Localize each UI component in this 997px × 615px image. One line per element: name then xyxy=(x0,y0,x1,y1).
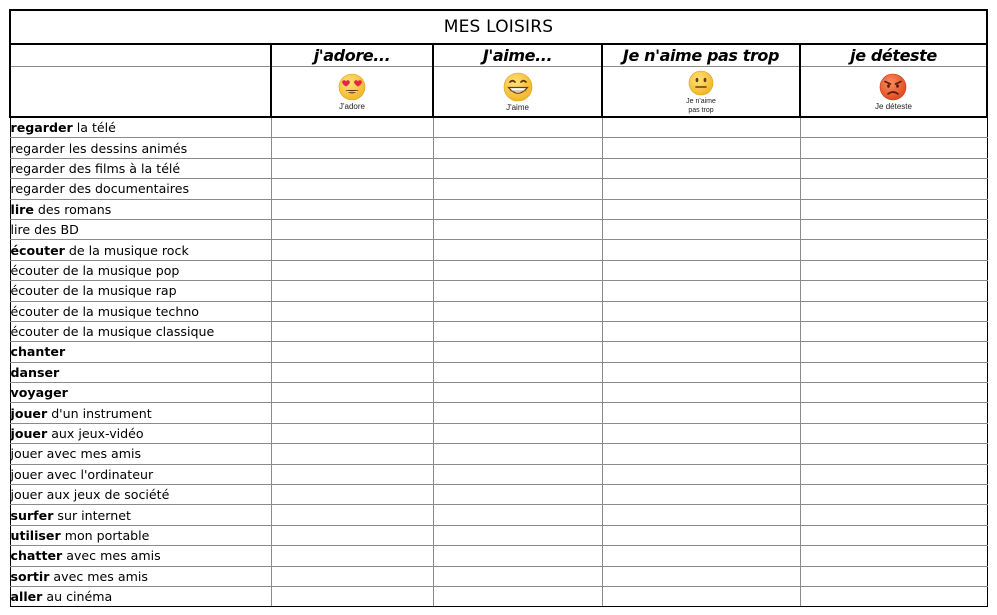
rating-cell-naime-pas-trop[interactable] xyxy=(602,485,800,505)
rating-cell-deteste[interactable] xyxy=(800,525,987,545)
rating-cell-naime-pas-trop[interactable] xyxy=(602,464,800,484)
activity-verb: aller xyxy=(10,589,43,605)
activity-text: écouter de la musique rap xyxy=(10,283,177,299)
table-row xyxy=(10,566,987,586)
rating-cell-naime-pas-trop[interactable] xyxy=(602,525,800,545)
activity-label xyxy=(10,158,271,178)
rating-cell-deteste[interactable] xyxy=(800,260,987,280)
rating-cell-aime[interactable] xyxy=(433,546,602,566)
rating-cell-naime-pas-trop[interactable] xyxy=(602,383,800,403)
emoji-cell-naime-pas-trop xyxy=(602,67,800,118)
rating-cell-naime-pas-trop[interactable] xyxy=(602,362,800,382)
emoji-cell-deteste xyxy=(800,67,987,118)
rating-cell-deteste[interactable] xyxy=(800,179,987,199)
rating-cell-adore[interactable] xyxy=(271,566,433,586)
rating-cell-adore[interactable] xyxy=(271,525,433,545)
rating-cell-adore[interactable] xyxy=(271,260,433,280)
rating-cell-deteste[interactable] xyxy=(800,158,987,178)
activity-label xyxy=(10,525,271,545)
rating-cell-aime[interactable] xyxy=(433,485,602,505)
rating-cell-deteste[interactable] xyxy=(800,281,987,301)
activity-text: sur internet xyxy=(53,507,131,523)
table-row xyxy=(10,158,987,178)
activity-label xyxy=(10,199,271,219)
rating-cell-adore[interactable] xyxy=(271,117,433,138)
rating-cell-deteste[interactable] xyxy=(800,464,987,484)
rating-cell-naime-pas-trop[interactable] xyxy=(602,281,800,301)
table-row xyxy=(10,546,987,566)
rating-cell-deteste[interactable] xyxy=(800,321,987,341)
rating-cell-naime-pas-trop[interactable] xyxy=(602,444,800,464)
rating-cell-adore[interactable] xyxy=(271,444,433,464)
activity-label xyxy=(10,117,271,138)
table-row xyxy=(10,586,987,606)
activity-label xyxy=(10,342,271,362)
activity-label xyxy=(10,566,271,586)
rating-cell-deteste[interactable] xyxy=(800,423,987,443)
column-header-deteste: je déteste xyxy=(800,44,987,67)
activity-label xyxy=(10,138,271,158)
rating-cell-aime[interactable] xyxy=(433,464,602,484)
rating-cell-naime-pas-trop[interactable] xyxy=(602,219,800,239)
activity-label xyxy=(10,546,271,566)
activity-text: mon portable xyxy=(60,528,150,543)
rating-cell-adore[interactable] xyxy=(271,138,433,158)
table-row xyxy=(10,464,987,484)
rating-cell-adore[interactable] xyxy=(271,219,433,239)
emoji-cell-aime xyxy=(433,67,602,118)
leisure-table xyxy=(9,9,988,607)
rating-cell-adore[interactable] xyxy=(271,383,433,403)
activity-label xyxy=(10,423,271,443)
rating-cell-naime-pas-trop[interactable] xyxy=(602,240,800,260)
rating-cell-aime[interactable] xyxy=(433,158,602,178)
rating-cell-aime[interactable] xyxy=(433,138,602,158)
table-row xyxy=(10,240,987,260)
rating-cell-adore[interactable] xyxy=(271,403,433,423)
rating-cell-adore[interactable] xyxy=(271,546,433,566)
column-header-aime: J'aime... xyxy=(433,44,602,67)
column-header-adore: j'adore... xyxy=(271,44,433,67)
rating-cell-deteste[interactable] xyxy=(800,505,987,525)
table-row xyxy=(10,281,987,301)
rating-cell-deteste[interactable] xyxy=(800,199,987,219)
rating-cell-adore[interactable] xyxy=(271,423,433,443)
rating-cell-aime[interactable] xyxy=(433,179,602,199)
rating-cell-deteste[interactable] xyxy=(800,586,987,606)
emoji-blank-cell xyxy=(10,67,271,118)
activity-verb: chanter xyxy=(10,344,66,360)
activity-label xyxy=(10,464,271,484)
table-row xyxy=(10,444,987,464)
activity-verb: chatter xyxy=(10,548,63,564)
activity-label xyxy=(10,403,271,423)
rating-cell-adore[interactable] xyxy=(271,485,433,505)
rating-cell-aime[interactable] xyxy=(433,362,602,382)
rating-cell-naime-pas-trop[interactable] xyxy=(602,342,800,362)
rating-cell-adore[interactable] xyxy=(271,362,433,382)
activity-text: écouter de la musique techno xyxy=(10,303,200,319)
activity-verb: surfer xyxy=(10,507,54,523)
grinning-face-icon xyxy=(501,72,535,102)
rating-cell-aime[interactable] xyxy=(433,301,602,321)
rating-cell-aime[interactable] xyxy=(433,117,602,138)
rating-cell-naime-pas-trop[interactable] xyxy=(602,566,800,586)
activity-label xyxy=(10,586,271,606)
activity-text: aux jeux-vidéo xyxy=(47,426,144,442)
rating-cell-naime-pas-trop[interactable] xyxy=(602,199,800,219)
rating-cell-deteste[interactable] xyxy=(800,362,987,382)
header-blank-cell xyxy=(10,44,271,67)
rating-cell-adore[interactable] xyxy=(271,505,433,525)
rating-cell-adore[interactable] xyxy=(271,199,433,219)
table-title: MES LOISIRS xyxy=(10,10,987,44)
neutral-face-icon xyxy=(687,70,715,96)
column-header-naime-pas-trop: Je n'aime pas trop xyxy=(602,44,800,67)
activity-verb: regarder xyxy=(10,120,73,136)
rating-cell-aime[interactable] xyxy=(433,219,602,239)
rating-cell-deteste[interactable] xyxy=(800,240,987,260)
rating-cell-deteste[interactable] xyxy=(800,546,987,566)
rating-cell-aime[interactable] xyxy=(433,586,602,606)
table-row xyxy=(10,321,987,341)
rating-cell-deteste[interactable] xyxy=(800,219,987,239)
table-row xyxy=(10,301,987,321)
activity-label xyxy=(10,485,271,505)
angry-face-icon xyxy=(878,73,908,101)
rating-cell-deteste[interactable] xyxy=(800,485,987,505)
table-row xyxy=(10,138,987,158)
activity-text: de la musique rock xyxy=(64,242,189,258)
emoji-caption-naime-line1: Je n'aime xyxy=(686,97,716,105)
rating-cell-deteste[interactable] xyxy=(800,383,987,403)
activity-verb: jouer xyxy=(10,426,48,442)
rating-cell-adore[interactable] xyxy=(271,179,433,199)
activity-label xyxy=(10,219,271,239)
table-row xyxy=(10,505,987,525)
emoji-cell-adore xyxy=(271,67,433,118)
activity-label xyxy=(10,362,271,382)
emoji-caption-adore: J'adore xyxy=(339,101,365,111)
rating-cell-deteste[interactable] xyxy=(800,444,987,464)
activity-label xyxy=(10,240,271,260)
rating-cell-adore[interactable] xyxy=(271,321,433,341)
rating-cell-deteste[interactable] xyxy=(800,301,987,321)
rating-cell-aime[interactable] xyxy=(433,505,602,525)
rating-cell-naime-pas-trop[interactable] xyxy=(602,505,800,525)
rating-cell-deteste[interactable] xyxy=(800,403,987,423)
rating-cell-naime-pas-trop[interactable] xyxy=(602,301,800,321)
rating-cell-naime-pas-trop[interactable] xyxy=(602,179,800,199)
rating-cell-aime[interactable] xyxy=(433,444,602,464)
rating-cell-naime-pas-trop[interactable] xyxy=(602,423,800,443)
activity-verb: écouter xyxy=(10,242,65,258)
rating-cell-naime-pas-trop[interactable] xyxy=(602,260,800,280)
rating-cell-adore[interactable] xyxy=(271,240,433,260)
rating-cell-aime[interactable] xyxy=(433,260,602,280)
activity-text: avec mes amis xyxy=(62,548,161,564)
activity-text: écouter de la musique pop xyxy=(10,262,180,278)
table-row xyxy=(10,383,987,403)
rating-cell-deteste[interactable] xyxy=(800,566,987,586)
table-row xyxy=(10,362,987,382)
rating-cell-adore[interactable] xyxy=(271,158,433,178)
rating-cell-aime[interactable] xyxy=(433,383,602,403)
activity-text: d'un instrument xyxy=(47,405,152,421)
rating-cell-aime[interactable] xyxy=(433,403,602,423)
activity-text: lire des BD xyxy=(10,222,79,238)
rating-cell-naime-pas-trop[interactable] xyxy=(602,403,800,423)
activity-text: jouer aux jeux de société xyxy=(10,487,170,503)
rating-cell-aime[interactable] xyxy=(433,342,602,362)
table-row xyxy=(10,117,987,138)
activity-text: regarder des documentaires xyxy=(10,181,190,197)
emoji-caption-aime: J'aime xyxy=(506,102,529,112)
rating-cell-deteste[interactable] xyxy=(800,138,987,158)
activity-verb: utiliser xyxy=(10,528,61,543)
activity-label xyxy=(10,383,271,403)
activity-text: avec mes amis xyxy=(49,568,148,584)
rating-cell-naime-pas-trop[interactable] xyxy=(602,158,800,178)
emoji-caption-naime-line2: pas trop xyxy=(688,106,714,114)
rating-cell-naime-pas-trop[interactable] xyxy=(602,138,800,158)
rating-cell-naime-pas-trop[interactable] xyxy=(602,586,800,606)
table-row xyxy=(10,179,987,199)
rating-cell-adore[interactable] xyxy=(271,342,433,362)
activity-label xyxy=(10,444,271,464)
rating-cell-aime[interactable] xyxy=(433,281,602,301)
rating-cell-aime[interactable] xyxy=(433,423,602,443)
table-row xyxy=(10,423,987,443)
activity-label xyxy=(10,281,271,301)
activity-label xyxy=(10,260,271,280)
rating-cell-naime-pas-trop[interactable] xyxy=(602,321,800,341)
rating-cell-deteste[interactable] xyxy=(800,342,987,362)
table-row xyxy=(10,525,987,545)
table-row xyxy=(10,485,987,505)
activity-label xyxy=(10,301,271,321)
table-row xyxy=(10,403,987,423)
heart-eyes-face-icon xyxy=(337,73,367,101)
activity-label xyxy=(10,321,271,341)
activity-text: jouer avec l'ordinateur xyxy=(10,466,154,482)
rating-cell-naime-pas-trop[interactable] xyxy=(602,546,800,566)
activity-text: la télé xyxy=(72,120,116,136)
rating-cell-adore[interactable] xyxy=(271,301,433,321)
activity-verb: lire xyxy=(10,201,34,217)
activity-text: regarder des films à la télé xyxy=(10,160,181,176)
activity-text: au cinéma xyxy=(42,589,113,605)
emoji-caption-deteste: Je déteste xyxy=(875,101,912,111)
activity-text: écouter de la musique classique xyxy=(10,324,215,340)
activity-verb: jouer xyxy=(10,405,48,421)
table-row xyxy=(10,260,987,280)
rating-cell-adore[interactable] xyxy=(271,464,433,484)
table-row xyxy=(10,199,987,219)
activity-verb: danser xyxy=(10,364,60,380)
rating-cell-naime-pas-trop[interactable] xyxy=(602,117,800,138)
rating-cell-deteste[interactable] xyxy=(800,117,987,138)
rating-cell-aime[interactable] xyxy=(433,321,602,341)
rating-cell-aime[interactable] xyxy=(433,199,602,219)
activity-label xyxy=(10,179,271,199)
activity-text: regarder les dessins animés xyxy=(10,140,188,156)
rating-cell-aime[interactable] xyxy=(433,566,602,586)
rating-cell-adore[interactable] xyxy=(271,281,433,301)
activity-verb: voyager xyxy=(10,385,68,401)
activity-text: des romans xyxy=(33,201,112,217)
activity-label xyxy=(10,505,271,525)
rating-cell-aime[interactable] xyxy=(433,525,602,545)
activity-verb: sortir xyxy=(10,568,50,584)
table-row xyxy=(10,219,987,239)
table-row xyxy=(10,342,987,362)
activity-text: jouer avec mes amis xyxy=(10,446,142,462)
rating-cell-adore[interactable] xyxy=(271,586,433,606)
rating-cell-aime[interactable] xyxy=(433,240,602,260)
